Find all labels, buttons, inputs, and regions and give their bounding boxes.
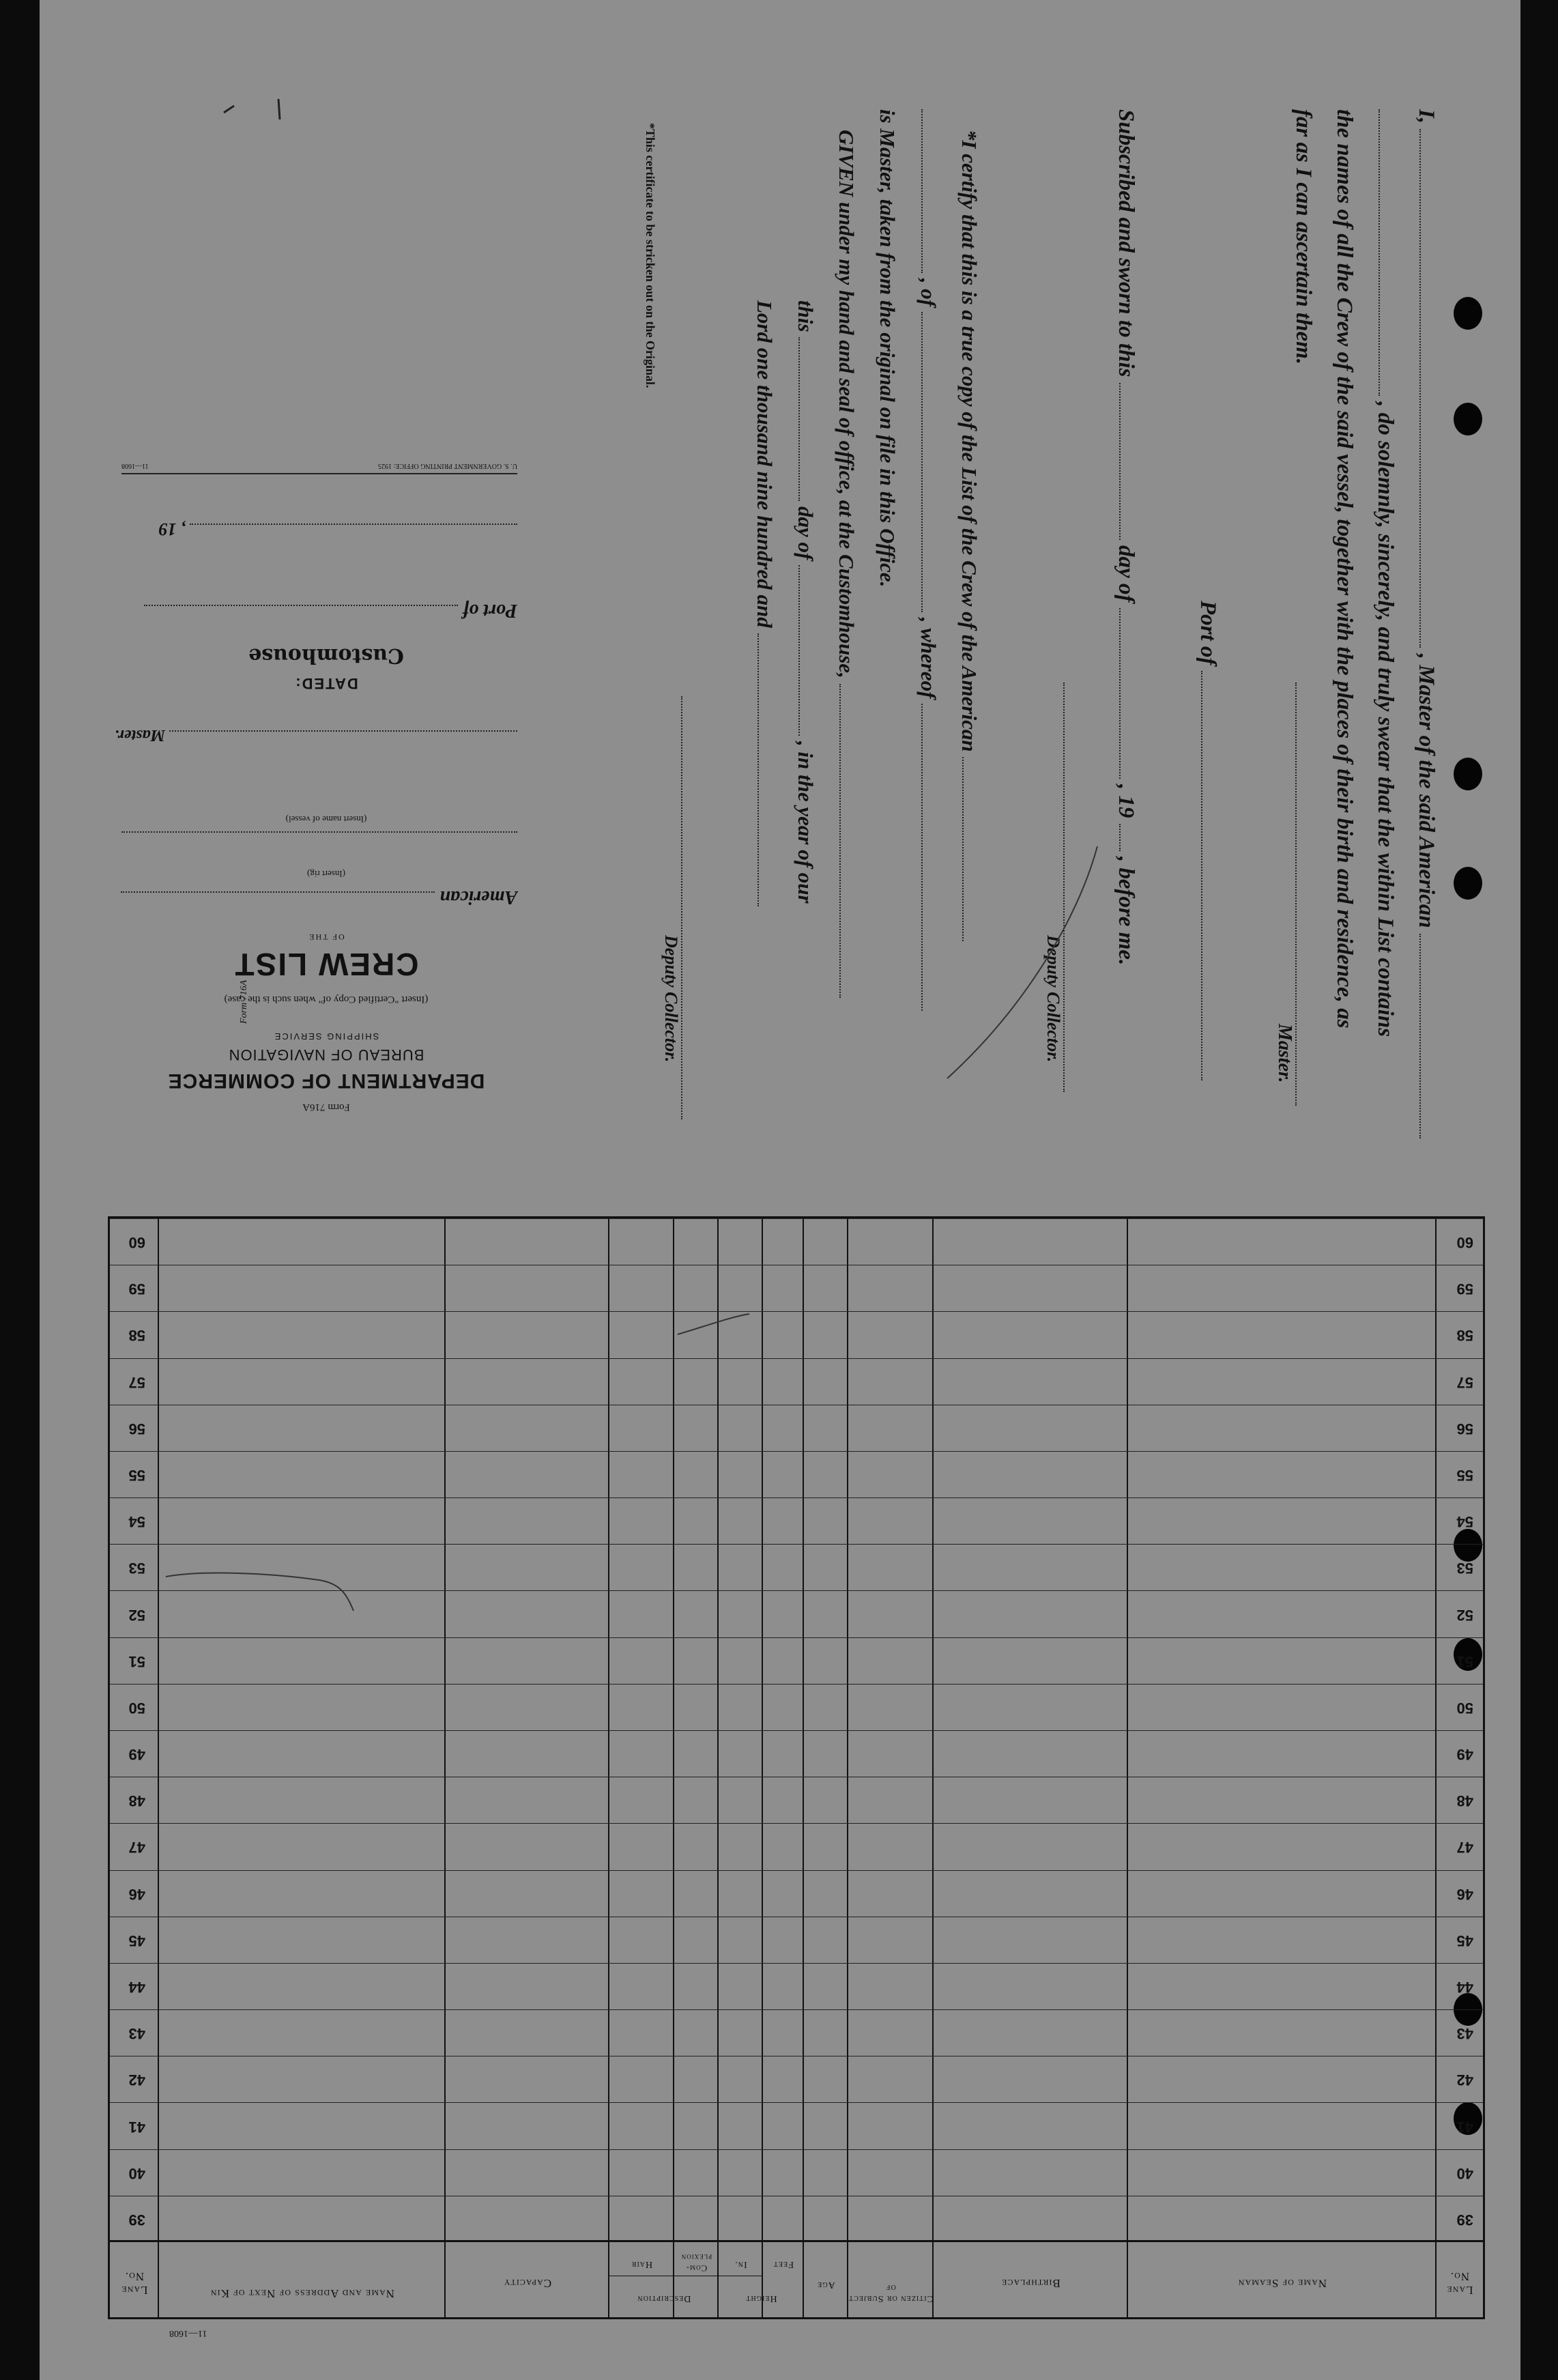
table-row xyxy=(110,1777,1483,1823)
header-citizen: Citizen or Subject of xyxy=(848,2282,934,2304)
whereof-label: , whereof xyxy=(917,617,940,699)
header-inches: In. xyxy=(734,2259,747,2269)
lane-number-right: 43 xyxy=(128,2025,145,2043)
lane-number-left: 48 xyxy=(1456,1792,1473,1810)
oath-line3: the names of all the Crew of the said vessel, together with the places of their birth and residence, as xyxy=(1332,109,1357,1029)
insert-rig-note: (Insert rig) xyxy=(307,869,345,879)
table-row xyxy=(110,1637,1483,1684)
certify-label: *I certify that this is a true copy of the List of the Crew of the American xyxy=(957,130,981,752)
handwritten-mark xyxy=(674,1310,756,1338)
header-capacity: Capacity xyxy=(503,2277,552,2290)
crew-table-block xyxy=(108,1216,1485,2319)
lane-number-left: 42 xyxy=(1456,2071,1473,2089)
table-row xyxy=(110,2149,1483,2196)
header-description: Description xyxy=(637,2293,691,2304)
lane-number-right: 44 xyxy=(128,1979,145,1996)
lane-number-left: 53 xyxy=(1456,1560,1473,1577)
header-height: Height xyxy=(745,2293,777,2304)
table-row xyxy=(110,1684,1483,1730)
subscribed-label: Subscribed and sworn to this xyxy=(1114,109,1138,377)
header-lane-no-left: Lane No. xyxy=(1446,2270,1473,2297)
oath-line1b: , Master of the said American xyxy=(1414,653,1439,928)
lane-number-right: 55 xyxy=(128,1467,145,1485)
lane-number-left: 40 xyxy=(1456,2164,1473,2182)
oath-line4: far as I can ascertain them. xyxy=(1291,109,1316,365)
lane-number-right: 40 xyxy=(128,2164,145,2182)
cover-block xyxy=(108,102,545,1126)
lane-number-left: 56 xyxy=(1456,1420,1473,1437)
lane-number-left: 59 xyxy=(1456,1280,1473,1298)
lane-number-left: 41 xyxy=(1456,2118,1473,2136)
table-row xyxy=(110,2056,1483,2102)
table-row xyxy=(110,1730,1483,1777)
lane-number-right: 60 xyxy=(128,1234,145,1252)
header-hair: Hair xyxy=(631,2259,653,2269)
table-row xyxy=(110,1451,1483,1497)
lane-number-right: 52 xyxy=(128,1606,145,1624)
table-row xyxy=(110,2102,1483,2149)
lane-number-right: 47 xyxy=(128,1839,145,1856)
lane-number-left: 43 xyxy=(1456,2025,1473,2043)
header-age: Age xyxy=(817,2280,835,2290)
table-row xyxy=(110,2009,1483,2056)
header-lane-no-right: Lane No. xyxy=(121,2270,148,2297)
cover-nineteen-label: , 19 xyxy=(158,519,186,539)
header-next-of-kin: Name and Address of Next of Kin xyxy=(210,2287,395,2300)
table-row xyxy=(110,1265,1483,1311)
lane-number-right: 54 xyxy=(128,1513,145,1531)
oath-line1: I, xyxy=(1414,109,1439,124)
of-label: , of xyxy=(917,278,940,307)
lane-number-right: 57 xyxy=(128,1373,145,1391)
footnote: *This certificate to be stricken out on the Original. xyxy=(644,123,657,388)
lane-number-right: 58 xyxy=(128,1327,145,1345)
dated-label: DATED: xyxy=(294,675,358,692)
lane-number-right: 46 xyxy=(128,1885,145,1903)
form-number: Form 716A xyxy=(239,979,249,1024)
lane-number-right: 48 xyxy=(128,1792,145,1810)
handwritten-mark xyxy=(217,92,299,126)
lane-number-right: 45 xyxy=(128,1932,145,1949)
day-of2-label: day of xyxy=(794,506,818,560)
header-birthplace: Birthplace xyxy=(1001,2277,1061,2290)
year-label: , in the year of our xyxy=(794,741,818,904)
table-row xyxy=(110,1963,1483,2009)
lane-number-left: 46 xyxy=(1456,1885,1473,1903)
bureau-title: BUREAU OF NAVIGATION xyxy=(228,1046,424,1063)
insert-certified-note: (Insert "Certified Copy of" when such is the case) xyxy=(224,994,429,1005)
department-title: DEPARTMENT OF COMMERCE xyxy=(167,1070,485,1092)
cover-master-label: Master. xyxy=(114,726,165,744)
lane-number-left: 54 xyxy=(1456,1513,1473,1531)
before-me-label: , before me. xyxy=(1114,856,1138,966)
port-of-label: Port of xyxy=(1196,601,1220,665)
lane-number-left: 55 xyxy=(1456,1467,1473,1485)
header-complexion: Com-plexion xyxy=(680,2252,712,2274)
master-label: Master. xyxy=(1274,1024,1295,1083)
deputy-collector-label: Deputy Collector. xyxy=(1043,935,1063,1063)
table-row xyxy=(110,1870,1483,1917)
of-the-label: OF THE xyxy=(308,932,345,942)
cover-code: 11—1608 xyxy=(121,462,149,470)
cover-port-of-label: Port of xyxy=(462,600,517,621)
printing-note: U. S. GOVERNMENT PRINTING OFFICE: 1925 xyxy=(378,462,517,470)
table-row xyxy=(110,1823,1483,1869)
given-label: GIVEN under my hand and seal of office, at the Customhouse, xyxy=(835,130,859,678)
handwritten-mark xyxy=(162,1563,367,1618)
lane-number-right: 56 xyxy=(128,1420,145,1437)
lane-number-right: 49 xyxy=(128,1746,145,1764)
table-row xyxy=(110,1917,1483,1963)
table-row xyxy=(110,1218,1483,1265)
table-row xyxy=(110,1311,1483,1358)
lane-number-right: 42 xyxy=(128,2071,145,2089)
lane-number-left: 44 xyxy=(1456,1979,1473,1996)
this-label: this xyxy=(794,300,818,332)
customhouse-label: Customhouse xyxy=(248,644,404,668)
lane-number-left: 60 xyxy=(1456,1234,1473,1252)
table-row xyxy=(110,2196,1483,2242)
lane-number-left: 49 xyxy=(1456,1746,1473,1764)
table-rows xyxy=(110,1218,1483,2242)
lane-number-left: 51 xyxy=(1456,1652,1473,1670)
lord-label: Lord one thousand nine hundred and xyxy=(753,300,777,628)
lane-number-left: 47 xyxy=(1456,1839,1473,1856)
day-of-label: day of xyxy=(1114,545,1138,603)
scan-overlay xyxy=(40,0,1520,2380)
american-label: American xyxy=(439,887,517,908)
is-master-label: is Master, taken from the original on file in this Office. xyxy=(876,109,899,588)
crew-list-title: CREW LIST xyxy=(233,947,419,982)
table-row xyxy=(110,1405,1483,1451)
lane-number-right: 53 xyxy=(128,1560,145,1577)
insert-name-note: (Insert name of vessel) xyxy=(285,814,367,825)
lane-number-right: 59 xyxy=(128,1280,145,1298)
table-row xyxy=(110,1358,1483,1405)
deputy-collector2-label: Deputy Collector. xyxy=(661,935,681,1063)
header-name-of-seaman: Name of Seaman xyxy=(1237,2277,1327,2290)
lane-number-left: 57 xyxy=(1456,1373,1473,1391)
nineteen-label: , 19 xyxy=(1114,784,1138,818)
bottom-code: 11—1608 xyxy=(169,2328,207,2338)
oath-line2: , do solemnly, sincerely, and truly swear that the within List contains xyxy=(1373,401,1398,1037)
lane-number-left: 39 xyxy=(1456,2211,1473,2228)
lane-number-right: 51 xyxy=(128,1652,145,1670)
lane-number-left: 58 xyxy=(1456,1327,1473,1345)
lane-number-right: 41 xyxy=(128,2118,145,2136)
lane-number-left: 52 xyxy=(1456,1606,1473,1624)
lane-number-left: 50 xyxy=(1456,1699,1473,1717)
header-feet: Feet xyxy=(773,2259,794,2269)
service-title: SHIPPING SERVICE xyxy=(273,1031,379,1042)
lane-number-right: 50 xyxy=(128,1699,145,1717)
table-row xyxy=(110,1497,1483,1544)
form-label: Form 716A xyxy=(302,1102,350,1113)
lane-number-right: 39 xyxy=(128,2211,145,2228)
lane-number-left: 45 xyxy=(1456,1932,1473,1949)
